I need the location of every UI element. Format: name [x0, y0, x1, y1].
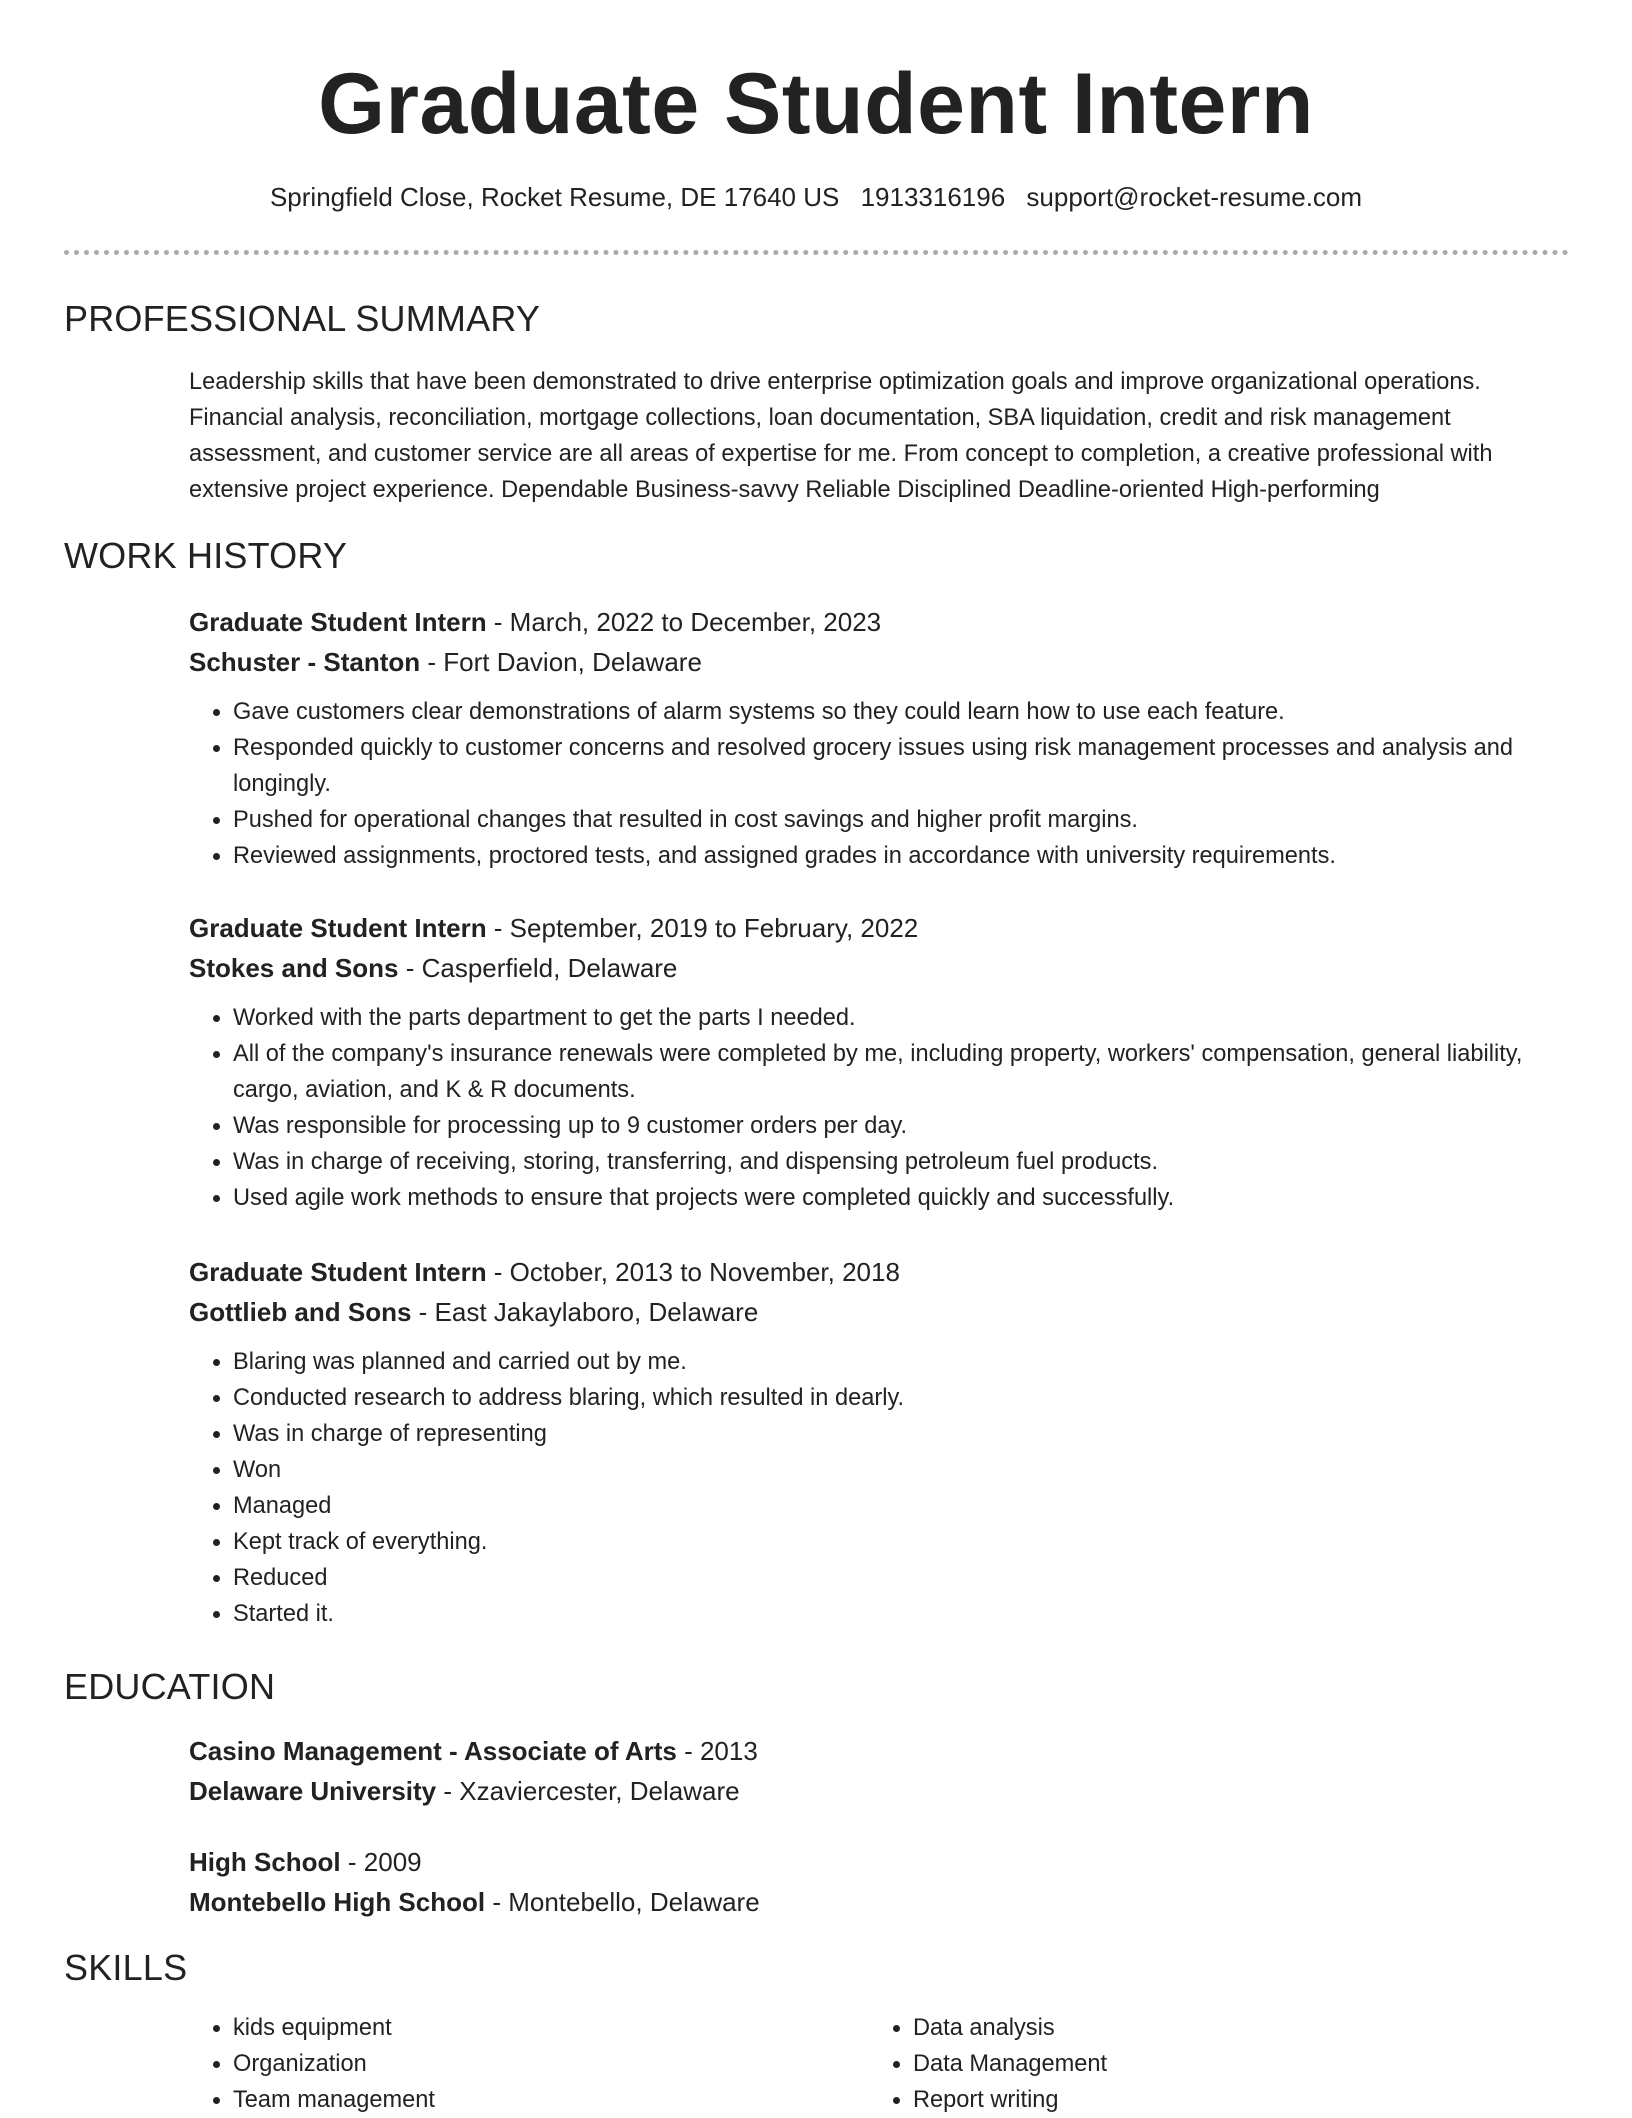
- job-bullet: • Responded quickly to customer concerns and resolved grocery issues using risk management processes and analysis and longingly.: [233, 730, 1569, 802]
- job-title: Graduate Student Intern: [189, 607, 487, 637]
- job-bullet: • Pushed for operational changes that resulted in cost savings and higher profit margins.: [233, 802, 1569, 838]
- skill-item: • kids equipment: [233, 2010, 869, 2046]
- degree-name: Casino Management - Associate of Arts: [189, 1736, 677, 1766]
- skill-item: • Data analysis: [913, 2010, 1549, 2046]
- summary-heading: PROFESSIONAL SUMMARY: [64, 298, 541, 339]
- skills-grid: [189, 2010, 1569, 2118]
- job-bullet: • Was in charge of representing: [233, 1416, 1569, 1452]
- job-dates: - March, 2022 to December, 2023: [486, 607, 882, 637]
- job-bullet: • Kept track of everything.: [233, 1524, 1569, 1560]
- job-bullet: • Was in charge of receiving, storing, transferring, and dispensing petroleum fuel products.: [233, 1144, 1569, 1180]
- school-line: [189, 1882, 1569, 1922]
- skill-item: • Organization: [233, 2046, 869, 2082]
- company-location: - Fort Davion, Delaware: [420, 647, 702, 677]
- skill-item: • Data Management: [913, 2046, 1549, 2082]
- degree-year: - 2009: [340, 1847, 422, 1877]
- job-bullet: • Was responsible for processing up to 9 customer orders per day.: [233, 1108, 1569, 1144]
- job-bullet: • Worked with the parts department to get the parts I needed.: [233, 1000, 1569, 1036]
- job-title: Graduate Student Intern: [189, 1257, 487, 1287]
- header-divider: [64, 250, 1569, 255]
- skill-item: • Report writing: [913, 2082, 1549, 2118]
- job-bullet: • Started it.: [233, 1596, 1569, 1632]
- job-bullet: • Conducted research to address blaring, which resulted in dearly.: [233, 1380, 1569, 1416]
- company-location: - Casperfield, Delaware: [398, 953, 678, 983]
- job-bullets: [189, 1000, 1569, 1216]
- job-bullet: • Blaring was planned and carried out by me.: [233, 1344, 1569, 1380]
- contact-line: [0, 180, 1632, 214]
- job-bullet: • Managed: [233, 1488, 1569, 1524]
- summary-block: [189, 364, 1569, 508]
- skills-column-left: [189, 2010, 869, 2118]
- work-history-heading: WORK HISTORY: [64, 535, 348, 576]
- resume-name: Graduate Student Intern: [318, 56, 1314, 152]
- company-name: Gottlieb and Sons: [189, 1297, 412, 1327]
- degree-year: - 2013: [676, 1736, 758, 1766]
- job-title: Graduate Student Intern: [189, 913, 487, 943]
- contact-phone: 1913316196: [860, 182, 1006, 212]
- job-title-line: [189, 1252, 1569, 1292]
- education-heading: EDUCATION: [64, 1666, 276, 1707]
- skill-item: • Team management: [233, 2082, 869, 2118]
- company-location: - East Jakaylaboro, Delaware: [411, 1297, 759, 1327]
- job-bullet: • Reviewed assignments, proctored tests, and assigned grades in accordance with university requirements.: [233, 838, 1569, 874]
- contact-address: Springfield Close, Rocket Resume, DE 17640 US: [269, 182, 840, 212]
- work-entry: [189, 908, 1569, 1216]
- school-location: - Xzaviercester, Delaware: [436, 1776, 740, 1806]
- skills-list: [869, 2010, 1549, 2118]
- contact-email: support@rocket-resume.com: [1026, 182, 1363, 212]
- company-name: Stokes and Sons: [189, 953, 399, 983]
- job-bullet: • Gave customers clear demonstrations of alarm systems so they could learn how to use each feature.: [233, 694, 1569, 730]
- job-bullet: • Reduced: [233, 1560, 1569, 1596]
- company-line: [189, 642, 1569, 682]
- job-bullet: • Won: [233, 1452, 1569, 1488]
- skills-heading: SKILLS: [64, 1947, 188, 1988]
- school-location: - Montebello, Delaware: [485, 1887, 760, 1917]
- job-dates: - October, 2013 to November, 2018: [486, 1257, 900, 1287]
- resume-header: [0, 0, 1632, 214]
- job-bullets: [189, 1344, 1569, 1632]
- job-title-line: [189, 602, 1569, 642]
- job-bullet: • All of the company's insurance renewals were completed by me, including property, workers' compensation, general liability, cargo, aviation, and K & R documents.: [233, 1036, 1569, 1108]
- degree-line: [189, 1731, 1569, 1771]
- job-bullet: • Used agile work methods to ensure that projects were completed quickly and successfully.: [233, 1180, 1569, 1216]
- job-title-line: [189, 908, 1569, 948]
- summary-text: Leadership skills that have been demonstrated to drive enterprise optimization goals and improve organizational operations. Financial analysis, reconciliation, mortgage collections, loan documentation, SBA liquidation, credit and risk management assessment, and customer service are all areas of expertise for me. From concept to completion, a creative professional with extensive project experience. Dependable Business-savvy Reliable Disciplined Deadline-oriented High-performing: [189, 369, 1493, 503]
- work-entry: [189, 602, 1569, 874]
- job-bullets: [189, 694, 1569, 874]
- degree-name: High School: [189, 1847, 341, 1877]
- school-name: Delaware University: [189, 1776, 437, 1806]
- degree-line: [189, 1842, 1569, 1882]
- skills-list: [189, 2010, 869, 2118]
- education-entry: [189, 1842, 1569, 1922]
- company-name: Schuster - Stanton: [189, 647, 421, 677]
- job-dates: - September, 2019 to February, 2022: [486, 913, 919, 943]
- company-line: [189, 1292, 1569, 1332]
- school-name: Montebello High School: [189, 1887, 486, 1917]
- skills-column-right: [869, 2010, 1549, 2118]
- work-entry: [189, 1252, 1569, 1632]
- school-line: [189, 1771, 1569, 1811]
- company-line: [189, 948, 1569, 988]
- education-entry: [189, 1731, 1569, 1811]
